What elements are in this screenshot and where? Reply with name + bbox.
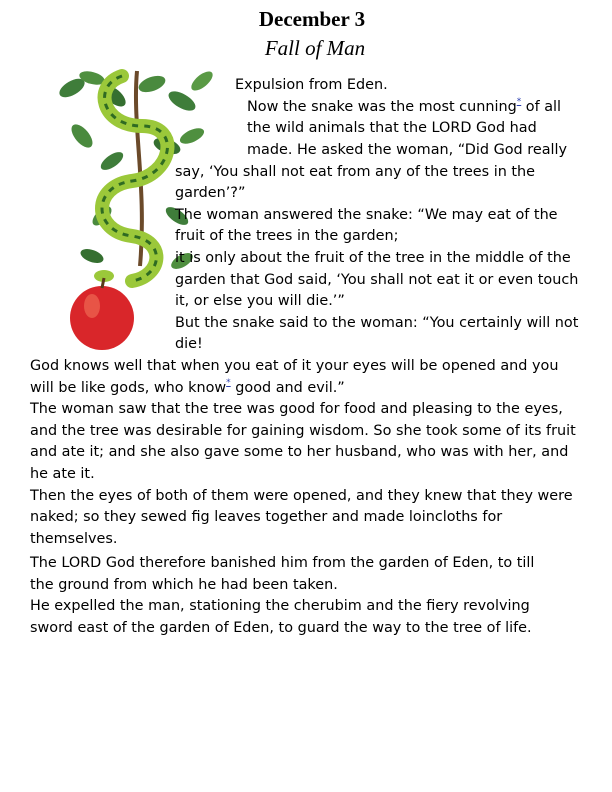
text-line: The woman answered the snake: “We may eat of the [175,207,558,223]
snake-icon [94,76,167,282]
text-line: and the tree was desirable for gaining wisdom. So she took some of its fruit [30,423,576,439]
apple-icon [70,278,134,350]
text-line: God knows well that when you eat of it your eyes will be opened and you [30,358,559,374]
text-line: garden that God said, ‘You shall not eat it or even touch [175,272,579,288]
footnote-link[interactable]: * [516,97,522,107]
page-date: December 3 [258,7,366,31]
text-line: fruit of the trees in the garden; [175,228,399,244]
text-line: The LORD God therefore banished him from the garden of Eden, to till [30,555,535,571]
text-line: themselves. [30,531,118,547]
text-line: Now the snake was the most cunning* of all [247,97,562,115]
text-line: the ground from which he had been taken. [30,577,338,593]
text-line: He expelled the man, stationing the cherubim and the fiery revolving [30,598,530,614]
text-line: it, or else you will die.’” [175,293,345,309]
text-line: Expulsion from Eden. [235,77,388,93]
text-line: and ate it; and she also gave some to her husband, who was with her, and [30,444,569,460]
text-line: will be like gods, who know* good and evil.” [30,378,345,396]
text-line: Then the eyes of both of them were opened, and they knew that they were [30,488,573,504]
text-line: But the snake said to the woman: “You certainly will not [175,315,579,331]
text-line: say, ‘You shall not eat from any of the trees in the [175,164,536,180]
text-line: it is only about the fruit of the tree in the middle of the [175,250,571,266]
text-line: the wild animals that the LORD God had [247,120,537,136]
text-line: die! [175,336,203,352]
page-title: Fall of Man [264,36,366,60]
text-line: made. He asked the woman, “Did God really [247,142,568,158]
text-line: The woman saw that the tree was good for food and pleasing to the eyes, [30,401,563,417]
text-line: naked; so they sewed fig leaves together and made loincloths for [30,509,503,525]
text-line: he ate it. [30,466,95,482]
text-line: garden’?” [175,185,246,201]
text-line: sword east of the garden of Eden, to guard the way to the tree of life. [30,620,532,636]
footnote-link[interactable]: * [226,378,231,388]
